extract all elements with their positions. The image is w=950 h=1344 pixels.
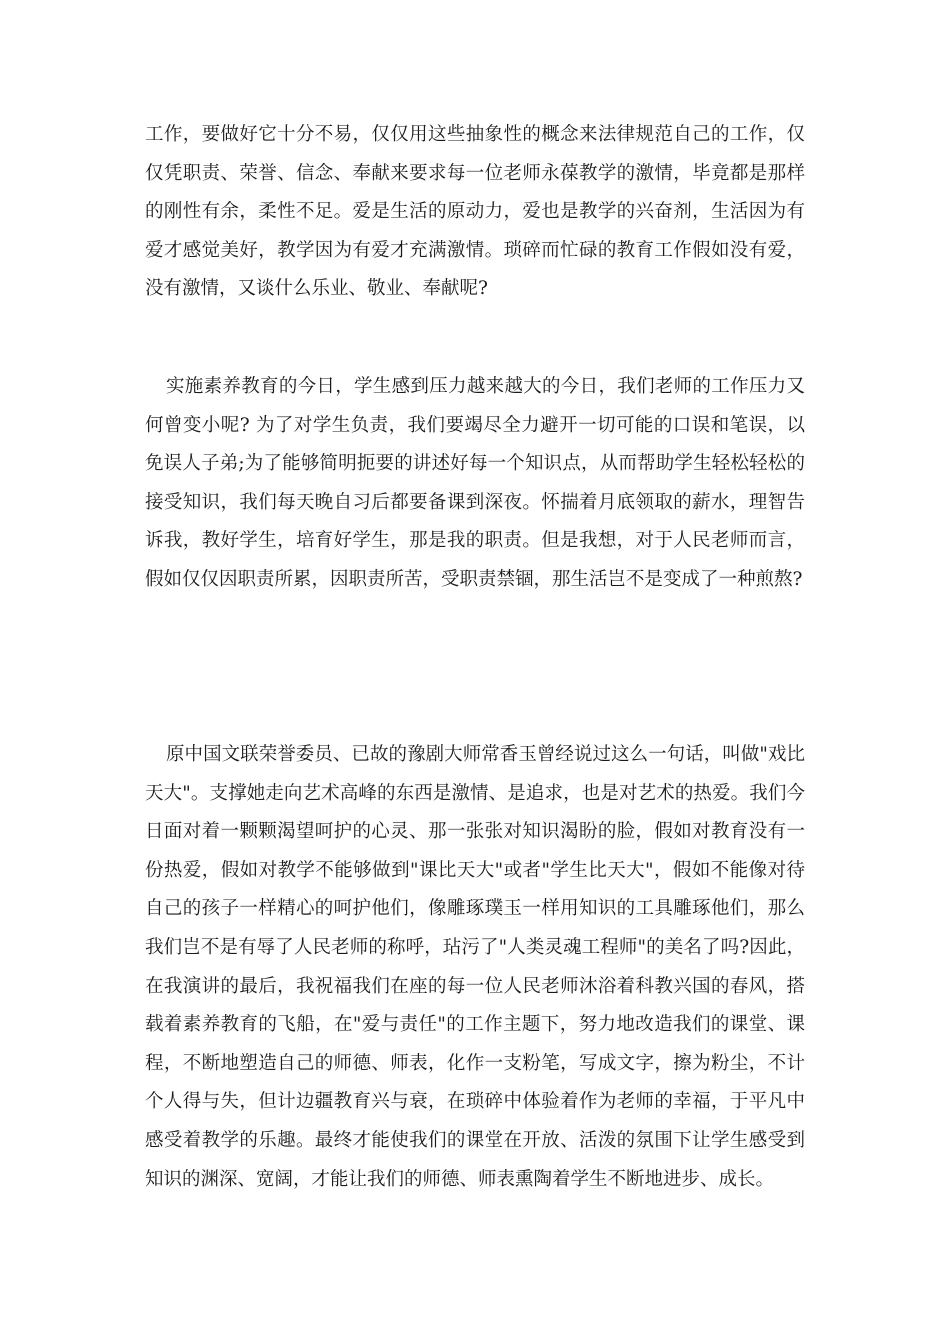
paragraph-3: 原中国文联荣誉委员、已故的豫剧大师常香玉曾经说过这么一句话，叫做"戏比天大"。支撑她走向艺术高峰的东西是激情、是追求，也是对艺术的热爱。我们今日面对着一颗颗渴望呵护的心灵、那一张张对知识渴盼的脸，假如对教育没有一份热爱，假如对教学不能够做到"课比天大"或者"学生比天大"，假如不能像对待自己的孩子一样精心的呵护他们，像雕琢璞玉一样用知识的工具雕琢他们，那么我们岂不是有辱了人民老师的称呼，玷污了"人类灵魂工程师"的美名了吗?因此，在我演讲的最后，我祝福我们在座的每一位人民老师沐浴着科教兴国的春风，搭载着素养教育的飞船，在"爱与责任"的工作主题下，努力地改造我们的课堂、课程，不断地塑造自己的师德、师表，化作一支粉笔，写成文字，擦为粉尘，不计个人得与失，但计边疆教育兴与衰，在琐碎中体验着作为老师的幸福，于平凡中感受着教学的乐趣。最终才能使我们的课堂在开放、活泼的氛围下让学生感受到知识的渊深、宽阔，才能让我们的师德、师表熏陶着学生不断地进步、成长。 (145, 744, 805, 1190)
paragraph-1: 工作，要做好它十分不易，仅仅用这些抽象性的概念来法律规范自己的工作，仅仅凭职责、荣誉、信念、奉献来要求每一位老师永葆教学的激情，毕竟都是那样的刚性有余，柔性不足。爱是生活的原动力，爱也是教学的兴奋剂，生活因为有爱才感觉美好，教学因为有爱才充满激情。琐碎而忙碌的教育工作假如没有爱，没有激情，又谈什么乐业、敬业、奉献呢? (145, 124, 805, 300)
paragraph-2: 实施素养教育的今日，学生感到压力越来越大的今日，我们老师的工作压力又何曾变小呢? 为了对学生负责，我们要竭尽全力避开一切可能的口误和笔误，以免误人子弟;为了能够简明扼要的讲述好每一个知识点，从而帮助学生轻松轻松的接受知识，我们每天晚自习后都要备课到深夜。怀揣着月底领取的薪水，理智告诉我，教好学生，培育好学生，那是我的职责。但是我想，对于人民老师而言，假如仅仅因职责所累，因职责所苦，受职责禁锢，那生活岂不是变成了一种煎熬? (145, 376, 805, 590)
